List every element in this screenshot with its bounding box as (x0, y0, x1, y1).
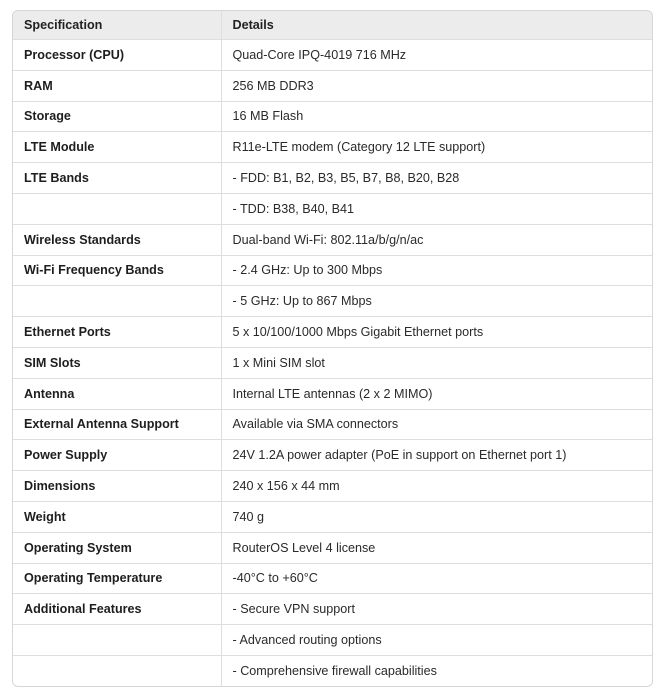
detail-cell: 16 MB Flash (221, 101, 652, 132)
detail-cell: 24V 1.2A power adapter (PoE in support on Ethernet port 1) (221, 440, 652, 471)
spec-cell: SIM Slots (13, 347, 221, 378)
detail-cell: - 2.4 GHz: Up to 300 Mbps (221, 255, 652, 286)
spec-cell: Operating System (13, 532, 221, 563)
spec-cell: Wireless Standards (13, 224, 221, 255)
spec-cell: Antenna (13, 378, 221, 409)
spec-cell (13, 286, 221, 317)
detail-cell: 5 x 10/100/1000 Mbps Gigabit Ethernet ports (221, 317, 652, 348)
spec-cell: Additional Features (13, 594, 221, 625)
detail-cell: Dual-band Wi-Fi: 802.11a/b/g/n/ac (221, 224, 652, 255)
detail-cell: - TDD: B38, B40, B41 (221, 193, 652, 224)
table-row (13, 625, 652, 656)
detail-cell: - FDD: B1, B2, B3, B5, B7, B8, B20, B28 (221, 163, 652, 194)
table-row (13, 70, 652, 101)
detail-cell: 1 x Mini SIM slot (221, 347, 652, 378)
spec-cell: External Antenna Support (13, 409, 221, 440)
table-row (13, 132, 652, 163)
spec-cell: Ethernet Ports (13, 317, 221, 348)
table-row (13, 501, 652, 532)
spec-cell: Processor (CPU) (13, 40, 221, 71)
table-row (13, 409, 652, 440)
spec-cell (13, 625, 221, 656)
table-row (13, 224, 652, 255)
spec-cell: Power Supply (13, 440, 221, 471)
detail-cell: - Advanced routing options (221, 625, 652, 656)
detail-cell: RouterOS Level 4 license (221, 532, 652, 563)
detail-cell: - Comprehensive firewall capabilities (221, 655, 652, 685)
table-row (13, 286, 652, 317)
table-row (13, 563, 652, 594)
spec-table (13, 11, 652, 686)
header-specification: Specification (13, 11, 221, 40)
table-row (13, 317, 652, 348)
spec-cell: RAM (13, 70, 221, 101)
spec-table-container (12, 10, 653, 687)
table-header (13, 11, 652, 40)
spec-cell (13, 193, 221, 224)
table-row (13, 471, 652, 502)
detail-cell: -40°C to +60°C (221, 563, 652, 594)
table-row (13, 532, 652, 563)
spec-cell: Storage (13, 101, 221, 132)
table-row (13, 40, 652, 71)
spec-cell: LTE Module (13, 132, 221, 163)
spec-cell: Dimensions (13, 471, 221, 502)
detail-cell: Internal LTE antennas (2 x 2 MIMO) (221, 378, 652, 409)
detail-cell: Quad-Core IPQ-4019 716 MHz (221, 40, 652, 71)
table-row (13, 347, 652, 378)
detail-cell: 256 MB DDR3 (221, 70, 652, 101)
table-row (13, 193, 652, 224)
header-details: Details (221, 11, 652, 40)
spec-cell: Wi-Fi Frequency Bands (13, 255, 221, 286)
table-body (13, 40, 652, 686)
table-row (13, 255, 652, 286)
spec-cell: Operating Temperature (13, 563, 221, 594)
detail-cell: Available via SMA connectors (221, 409, 652, 440)
table-row (13, 440, 652, 471)
table-row (13, 101, 652, 132)
detail-cell: 240 x 156 x 44 mm (221, 471, 652, 502)
spec-cell: Weight (13, 501, 221, 532)
table-row (13, 378, 652, 409)
table-row (13, 163, 652, 194)
detail-cell: R11e-LTE modem (Category 12 LTE support) (221, 132, 652, 163)
detail-cell: - 5 GHz: Up to 867 Mbps (221, 286, 652, 317)
spec-cell: LTE Bands (13, 163, 221, 194)
header-row (13, 11, 652, 40)
table-row (13, 594, 652, 625)
detail-cell: - Secure VPN support (221, 594, 652, 625)
detail-cell: 740 g (221, 501, 652, 532)
